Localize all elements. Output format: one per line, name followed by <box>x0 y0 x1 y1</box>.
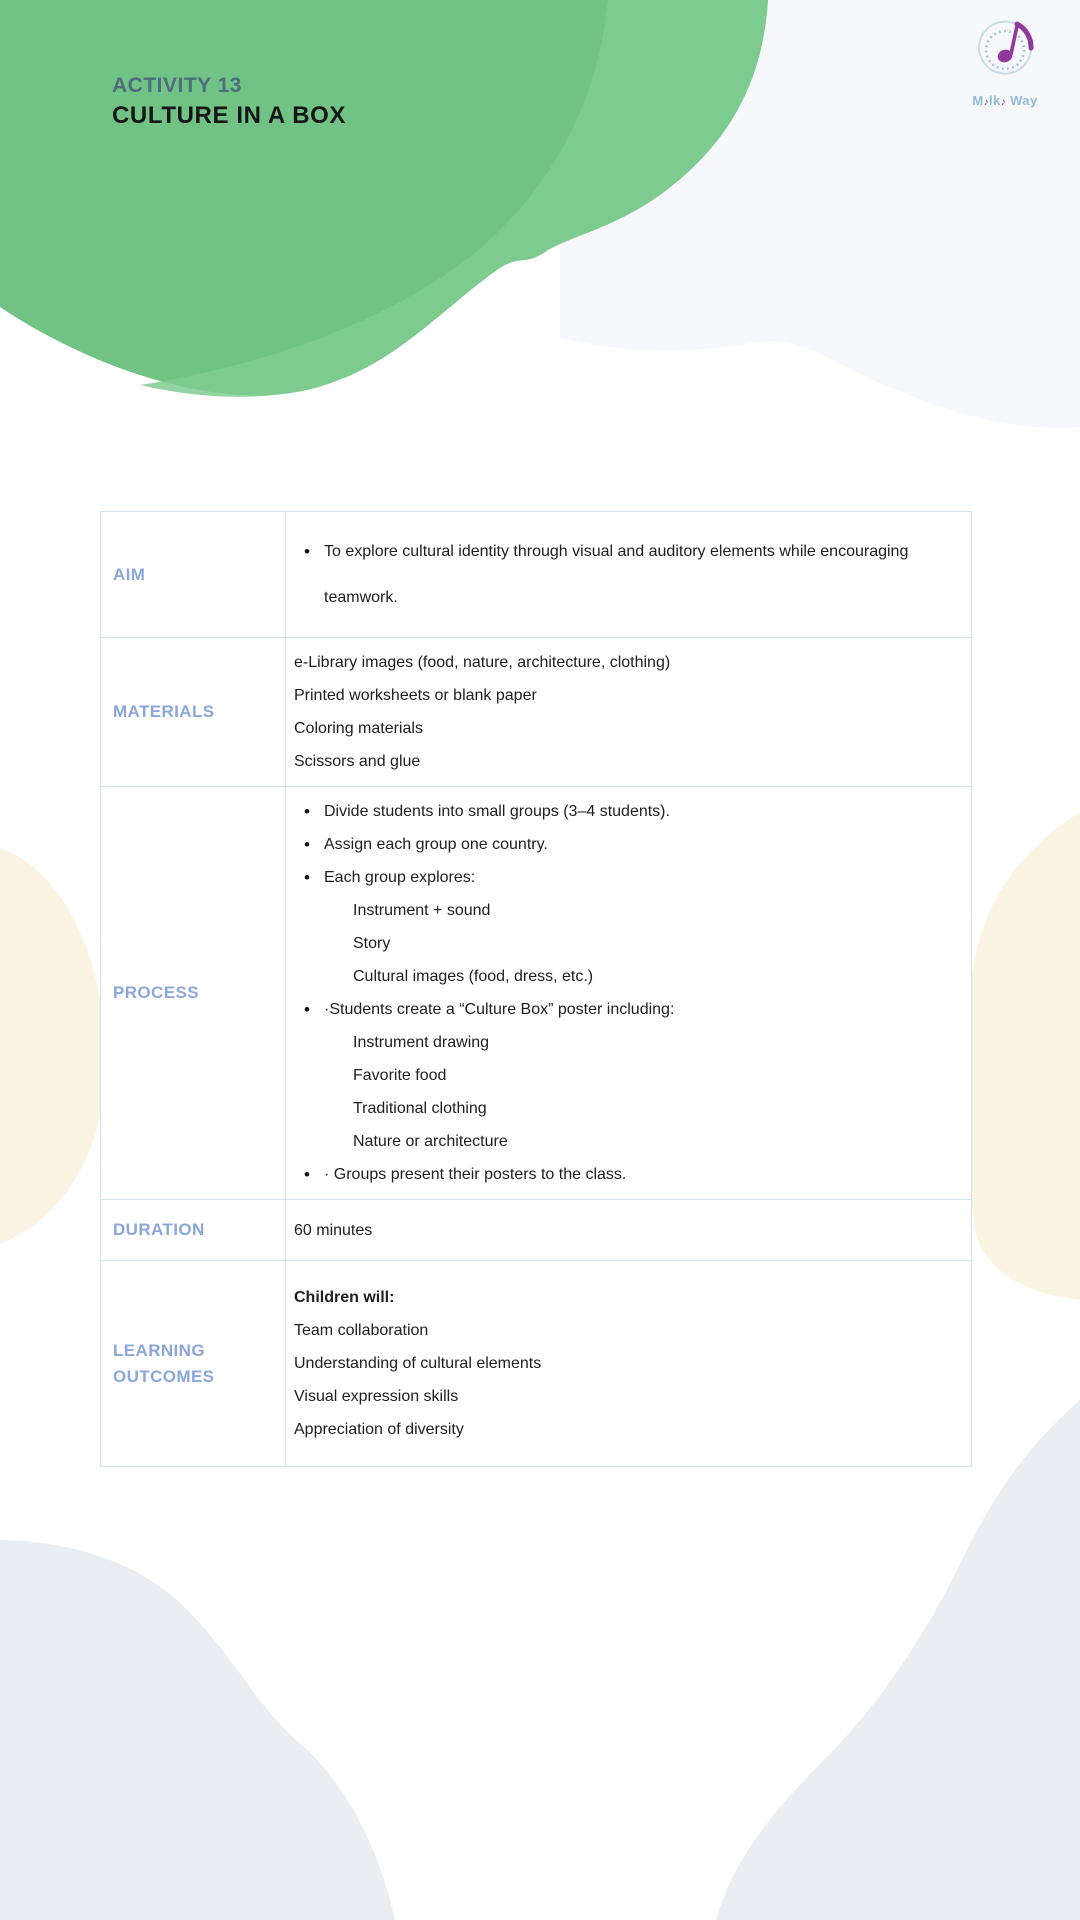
process-step: • Assign each group one country. <box>286 828 953 861</box>
table-row-aim <box>101 512 971 638</box>
page-title: CULTURE IN A BOX <box>112 102 347 129</box>
process-substep: Story <box>353 935 391 952</box>
activity-number-label: ACTIVITY 13 <box>112 74 242 97</box>
row-label-cell <box>101 1261 286 1466</box>
row-label-cell <box>101 787 286 1199</box>
process-substep: Instrument drawing <box>353 1034 490 1051</box>
milky-way-logo-icon <box>955 14 1055 86</box>
table-row-materials <box>101 638 971 787</box>
process-step: • ·Students create a “Culture Box” poster including: <box>286 993 953 1026</box>
learning-outcome-item: Appreciation of diversity <box>294 1421 464 1438</box>
process-substep: Traditional clothing <box>353 1100 487 1117</box>
materials-item: e-Library images (food, nature, architecture, clothing) <box>294 654 671 671</box>
row-label-cell <box>101 1200 286 1260</box>
process-substep: Instrument + sound <box>353 902 491 919</box>
music-note-icon: ♪ <box>983 97 990 108</box>
music-note-flag <box>1017 24 1031 48</box>
row-content-cell <box>286 787 971 1199</box>
milky-way-logo <box>955 14 1055 108</box>
row-content-cell <box>286 1261 971 1466</box>
learning-outcomes-heading: Children will: <box>294 1289 395 1306</box>
process-substep: Nature or architecture <box>353 1133 508 1150</box>
process-step: • Divide students into small groups (3–4 students). <box>286 795 953 828</box>
music-note-icon: ♪ <box>1000 97 1007 108</box>
table-row-process <box>101 787 971 1200</box>
logo-text-m: M <box>972 93 984 108</box>
row-label-cell <box>101 638 286 786</box>
row-label-cell <box>101 512 286 637</box>
logo-text-lk: lk <box>989 93 1001 108</box>
activity-info-table <box>100 511 972 1467</box>
table-row-learning-outcomes <box>101 1261 971 1466</box>
learning-outcome-item: Understanding of cultural elements <box>294 1355 542 1372</box>
learning-outcome-item: Visual expression skills <box>294 1388 459 1405</box>
materials-item: Printed worksheets or blank paper <box>294 687 537 704</box>
bottom-right-gray-blob <box>716 1400 1080 1920</box>
logo-wordmark <box>955 93 1055 108</box>
row-label: PROCESS <box>113 983 199 1003</box>
bottom-left-gray-blob <box>0 1540 395 1920</box>
learning-outcome-item: Team collaboration <box>294 1322 429 1339</box>
right-cream-blob <box>966 812 1080 1300</box>
row-label: DURATION <box>113 1220 205 1240</box>
materials-item: Coloring materials <box>294 720 423 737</box>
table-row-duration <box>101 1200 971 1261</box>
duration-value: 60 minutes <box>294 1221 373 1239</box>
header <box>112 74 346 130</box>
aim-item: • To explore cultural identity through visual and auditory elements while encouraging teamwork. <box>286 529 924 621</box>
row-content-cell <box>286 512 971 637</box>
row-content-cell <box>286 638 971 786</box>
row-content-cell <box>286 1200 971 1260</box>
logo-text-way: Way <box>1006 93 1038 108</box>
music-note-stem <box>1011 26 1017 54</box>
materials-item: Scissors and glue <box>294 753 421 770</box>
left-cream-blob <box>0 848 106 1244</box>
process-step: • Each group explores: <box>286 861 953 894</box>
process-substep: Cultural images (food, dress, etc.) <box>353 968 594 985</box>
row-label: AIM <box>113 564 146 584</box>
row-label: MATERIALS <box>113 702 215 722</box>
process-substep: Favorite food <box>353 1067 447 1084</box>
row-label: LEARNING OUTCOMES <box>113 1341 215 1386</box>
process-step: • · Groups present their posters to the class. <box>286 1158 953 1191</box>
